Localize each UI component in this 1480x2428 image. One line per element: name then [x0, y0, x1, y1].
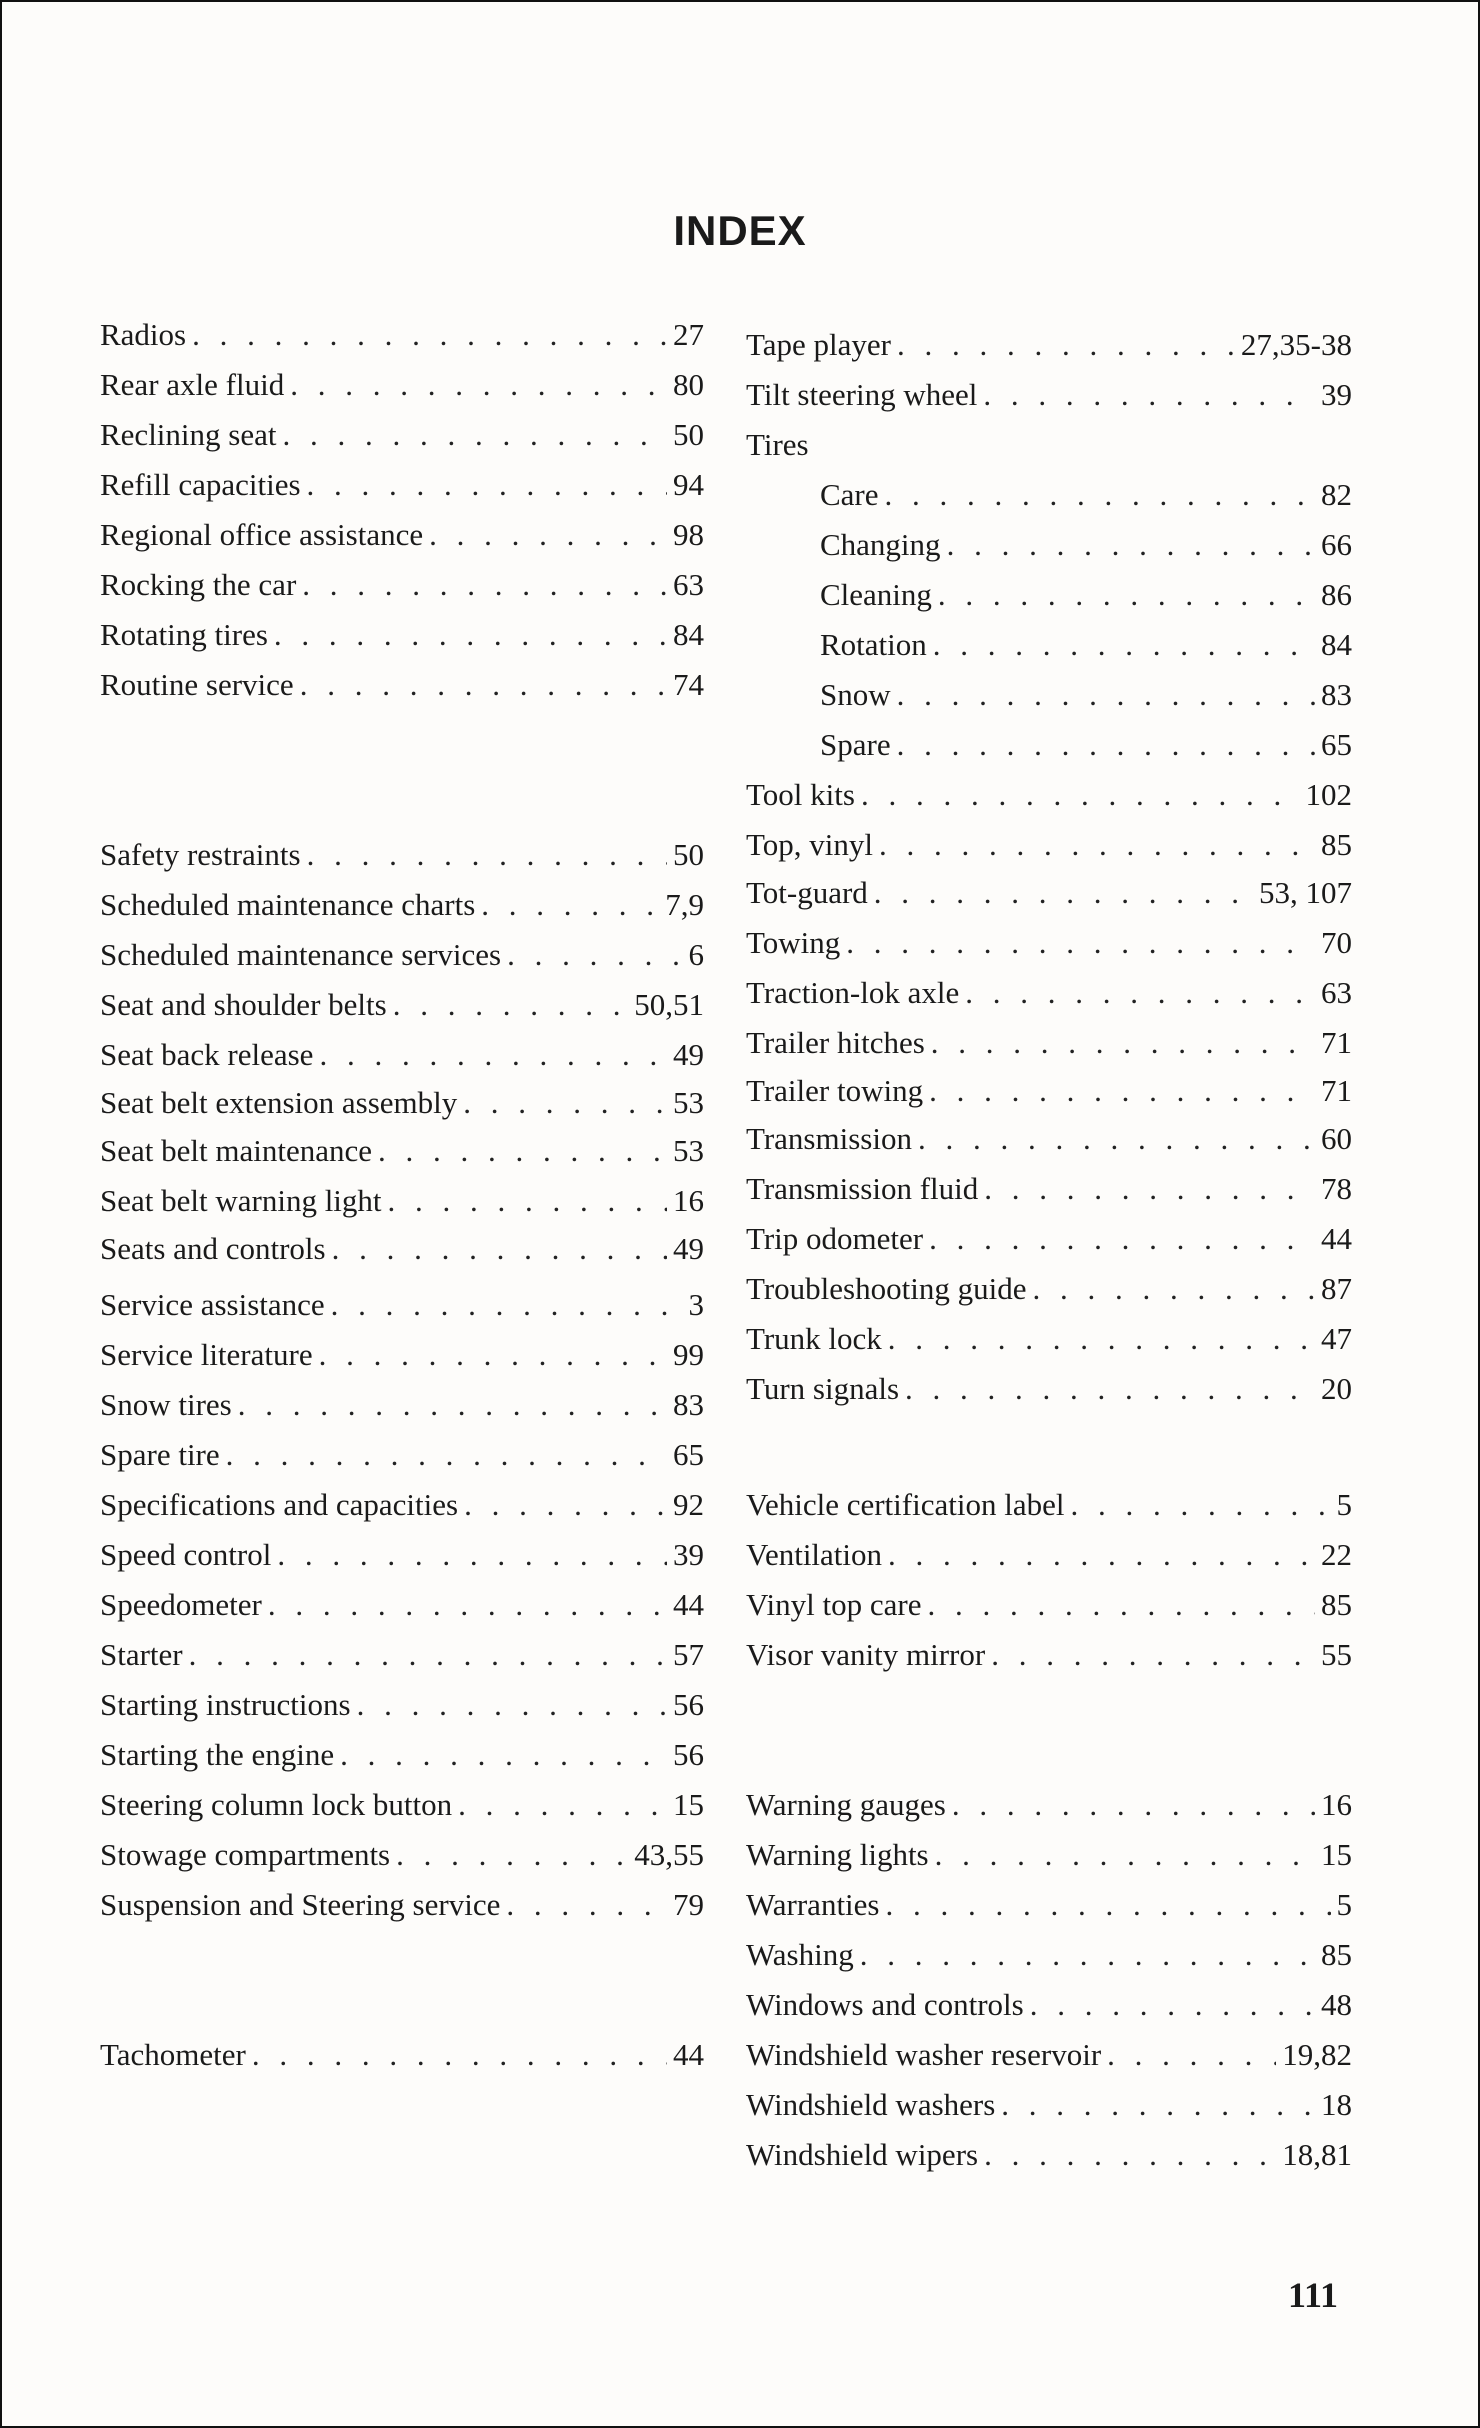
leader-dots: [331, 1284, 683, 1326]
leader-dots: [897, 324, 1235, 366]
index-page-ref: 83: [673, 1387, 704, 1422]
leader-dots: [983, 374, 1315, 416]
index-term: Service assistance: [100, 1287, 325, 1322]
index-entry: [746, 1534, 1352, 1576]
leader-dots: [268, 1584, 667, 1626]
index-page-ref: 87: [1321, 1271, 1352, 1306]
index-entry: [746, 1022, 1352, 1064]
index-entry: [746, 324, 1352, 366]
index-page-ref: 5: [1336, 1887, 1352, 1922]
index-page-ref: 65: [673, 1437, 704, 1472]
index-page-ref: 98: [673, 517, 704, 552]
index-page-ref: 71: [1321, 1073, 1352, 1108]
index-term: Warranties: [746, 1887, 880, 1922]
index-entry: [746, 1584, 1352, 1626]
index-page-ref: 50,51: [634, 987, 704, 1022]
index-page-ref: 48: [1321, 1987, 1352, 2022]
leader-dots: [965, 972, 1315, 1014]
index-term: Spare tire: [100, 1437, 220, 1472]
leader-dots: [931, 1022, 1315, 1064]
index-entry: [746, 774, 1352, 816]
index-page-ref: 50: [673, 417, 704, 452]
index-entry: [746, 1318, 1352, 1360]
index-page-ref: 71: [1321, 1025, 1352, 1060]
index-term: Snow: [820, 677, 891, 712]
index-term: Top, vinyl: [746, 827, 873, 862]
index-page-ref: 53, 107: [1259, 875, 1352, 910]
leader-dots: [879, 824, 1315, 866]
index-page-ref: 16: [673, 1183, 704, 1218]
index-page-ref: 15: [1321, 1837, 1352, 1872]
index-entry: [746, 2084, 1352, 2126]
index-entry: [100, 884, 704, 926]
leader-dots: [396, 1834, 628, 1876]
index-entry: [746, 1070, 1352, 1112]
index-entry: [100, 464, 704, 506]
leader-dots: [189, 1634, 667, 1676]
index-term: Rear axle fluid: [100, 367, 285, 402]
index-page-ref: 27: [673, 317, 704, 352]
index-page-ref: 39: [1321, 377, 1352, 412]
index-page-ref: 22: [1321, 1537, 1352, 1572]
index-term: Safety restraints: [100, 837, 301, 872]
index-page-ref: 63: [673, 567, 704, 602]
leader-dots: [918, 1118, 1315, 1160]
leader-dots: [952, 1784, 1315, 1826]
index-term: Reclining seat: [100, 417, 277, 452]
index-page-ref: 19,82: [1282, 2037, 1352, 2072]
index-term: Seats and controls: [100, 1231, 326, 1266]
index-page-ref: 3: [688, 1287, 704, 1322]
index-entry: [746, 1368, 1352, 1410]
index-term: Tachometer: [100, 2037, 246, 2072]
index-entry: [100, 364, 704, 406]
index-page-ref: 27,35-38: [1240, 327, 1352, 362]
index-entry: [746, 1218, 1352, 1260]
index-term: Seat back release: [100, 1037, 314, 1072]
index-entry: [100, 664, 704, 706]
leader-dots: [357, 1684, 667, 1726]
leader-dots: [984, 2134, 1276, 2176]
index-page-ref: 79: [673, 1887, 704, 1922]
index-term: Trip odometer: [746, 1221, 924, 1256]
index-page-ref: 49: [673, 1231, 704, 1266]
leader-dots: [507, 934, 682, 976]
index-entry: [100, 1634, 704, 1676]
index-term: Ventilation: [746, 1537, 883, 1572]
page-title: INDEX: [673, 207, 807, 254]
leader-dots: [885, 474, 1315, 516]
index-term: Speedometer: [100, 1587, 262, 1622]
leader-dots: [929, 1218, 1315, 1260]
index-entry: [820, 574, 1352, 616]
index-page-ref: 53: [673, 1133, 704, 1168]
leader-dots: [929, 1070, 1315, 1112]
index-page-ref: 7,9: [665, 887, 704, 922]
index-term: Rocking the car: [100, 567, 297, 602]
index-term: Suspension and Steering service: [100, 1887, 501, 1922]
index-page-ref: 56: [673, 1737, 704, 1772]
index-page-ref: 102: [1305, 777, 1352, 812]
index-term: Starting the engine: [100, 1737, 335, 1772]
index-entry: [100, 1284, 704, 1326]
leader-dots: [897, 674, 1315, 716]
leader-dots: [378, 1130, 667, 1172]
index-entry: [746, 872, 1352, 914]
index-entry: [100, 1434, 704, 1476]
index-term: Vinyl top care: [746, 1587, 922, 1622]
leader-dots: [238, 1384, 667, 1426]
index-term: Trailer hitches: [746, 1025, 925, 1060]
leader-dots: [277, 1534, 667, 1576]
leader-dots: [935, 1834, 1315, 1876]
index-term: Steering column lock button: [100, 1787, 453, 1822]
index-term: Tilt steering wheel: [746, 377, 978, 412]
index-page-ref: 50: [673, 837, 704, 872]
index-entry: [100, 1228, 704, 1270]
leader-dots: [302, 564, 667, 606]
index-entry: [820, 524, 1352, 566]
index-page-ref: 94: [673, 467, 704, 502]
leader-dots: [464, 1484, 667, 1526]
index-entry: [746, 2034, 1352, 2076]
leader-dots: [290, 364, 667, 406]
leader-dots: [1001, 2084, 1315, 2126]
index-page-ref: 83: [1321, 677, 1352, 712]
index-entry: [746, 1934, 1352, 1976]
index-entry: [746, 1834, 1352, 1876]
index-entry: [746, 374, 1352, 416]
index-term: Tires: [746, 427, 809, 462]
index-page-ref: 57: [673, 1637, 704, 1672]
index-term: Stowage compartments: [100, 1837, 391, 1872]
index-term: Troubleshooting guide: [746, 1271, 1027, 1306]
index-term: Tool kits: [746, 777, 855, 812]
index-entry: [100, 984, 704, 1026]
leader-dots: [991, 1634, 1315, 1676]
index-term: Seat belt maintenance: [100, 1133, 372, 1168]
index-page-ref: 18,81: [1282, 2137, 1352, 2172]
index-entry: [100, 1534, 704, 1576]
index-term: Scheduled maintenance services: [100, 937, 502, 972]
index-entry: [746, 1118, 1352, 1160]
leader-dots: [861, 774, 1300, 816]
leader-dots: [192, 314, 667, 356]
index-page-ref: 47: [1321, 1321, 1352, 1356]
leader-dots: [307, 464, 667, 506]
index-term: Specifications and capacities: [100, 1487, 459, 1522]
index-term: Cleaning: [820, 577, 932, 612]
leader-dots: [481, 884, 659, 926]
index-term: Vehicle certification label: [746, 1487, 1065, 1522]
index-term: Changing: [820, 527, 941, 562]
index-term: Visor vanity mirror: [746, 1637, 986, 1672]
leader-dots: [1107, 2034, 1276, 2076]
index-page-ref: 92: [673, 1487, 704, 1522]
index-page-ref: 44: [1321, 1221, 1352, 1256]
leader-dots: [282, 414, 667, 456]
index-entry: [100, 1034, 704, 1076]
index-term: Tot-guard: [746, 875, 868, 910]
index-term: Starter: [100, 1637, 183, 1672]
index-page-ref: 60: [1321, 1121, 1352, 1156]
leader-dots: [340, 1734, 667, 1776]
index-page-ref: 99: [673, 1337, 704, 1372]
index-page-ref: 16: [1321, 1787, 1352, 1822]
index-entry: [746, 1784, 1352, 1826]
leader-dots: [1070, 1484, 1330, 1526]
index-term: Warning lights: [746, 1837, 929, 1872]
index-entry: [746, 1168, 1352, 1210]
index-entry: [100, 1834, 704, 1876]
leader-dots: [226, 1434, 667, 1476]
index-term: Speed control: [100, 1537, 272, 1572]
index-entry: [100, 1082, 704, 1124]
index-term: Regional office assistance: [100, 517, 424, 552]
index-entry: [746, 1484, 1352, 1526]
index-page-ref: 5: [1336, 1487, 1352, 1522]
leader-dots: [274, 614, 667, 656]
index-term: Turn signals: [746, 1371, 900, 1406]
index-entry: [820, 624, 1352, 666]
index-term: Seat and shoulder belts: [100, 987, 387, 1022]
index-entry: [820, 674, 1352, 716]
leader-dots: [927, 1584, 1315, 1626]
index-entry: [746, 824, 1352, 866]
index-entry: [820, 474, 1352, 516]
index-entry: [100, 314, 704, 356]
leader-dots: [846, 922, 1315, 964]
index-entry: [746, 1884, 1352, 1926]
leader-dots: [897, 724, 1315, 766]
index-page-ref: 70: [1321, 925, 1352, 960]
leader-dots: [888, 1534, 1315, 1576]
index-term: Transmission fluid: [746, 1171, 979, 1206]
index-page-ref: 78: [1321, 1171, 1352, 1206]
index-page-ref: 84: [1321, 627, 1352, 662]
index-entry: [100, 1180, 704, 1222]
index-term: Seat belt warning light: [100, 1183, 382, 1218]
index-term: Radios: [100, 317, 187, 352]
index-entry: [100, 1784, 704, 1826]
leader-dots: [947, 524, 1315, 566]
index-term: Seat belt extension assembly: [100, 1085, 458, 1120]
index-entry: [100, 1384, 704, 1426]
leader-dots: [458, 1784, 667, 1826]
index-entry: [100, 564, 704, 606]
index-entry: [100, 1484, 704, 1526]
index-entry: [100, 834, 704, 876]
index-page-ref: 44: [673, 2037, 704, 2072]
index-term: Windshield washers: [746, 2087, 996, 2122]
index-page-ref: 49: [673, 1037, 704, 1072]
index-entry: [746, 1634, 1352, 1676]
leader-dots: [860, 1934, 1315, 1976]
index-entry: [100, 1734, 704, 1776]
leader-dots: [300, 664, 667, 706]
index-term: Spare: [820, 727, 891, 762]
leader-dots: [307, 834, 667, 876]
index-page-ref: 53: [673, 1085, 704, 1120]
index-term: Tape player: [746, 327, 891, 362]
index-entry: [100, 514, 704, 556]
index-term: Washing: [746, 1937, 854, 1972]
index-entry: [100, 1334, 704, 1376]
leader-dots: [319, 1334, 667, 1376]
index-entry: [746, 972, 1352, 1014]
index-entry: [746, 2134, 1352, 2176]
index-term: Snow tires: [100, 1387, 232, 1422]
index-entry: [100, 1884, 704, 1926]
index-page-ref: 85: [1321, 1937, 1352, 1972]
index-page-ref: 63: [1321, 975, 1352, 1010]
index-page-ref: 18: [1321, 2087, 1352, 2122]
index-term: Routine service: [100, 667, 294, 702]
index-page-ref: 44: [673, 1587, 704, 1622]
index-entry: [820, 724, 1352, 766]
index-entry: [100, 614, 704, 656]
index-term: Care: [820, 477, 879, 512]
index-page-ref: 82: [1321, 477, 1352, 512]
index-term: Trailer towing: [746, 1073, 924, 1108]
index-page-ref: 6: [688, 937, 704, 972]
leader-dots: [905, 1368, 1315, 1410]
leader-dots: [463, 1082, 667, 1124]
index-term: Rotating tires: [100, 617, 268, 652]
leader-dots: [393, 984, 629, 1026]
index-page-ref: 74: [673, 667, 704, 702]
index-entry: [100, 1684, 704, 1726]
index-page-ref: 20: [1321, 1371, 1352, 1406]
index-entry: [100, 414, 704, 456]
page-number: 111: [1287, 2275, 1338, 2315]
index-entry: [746, 424, 1352, 466]
leader-dots: [886, 1884, 1331, 1926]
leader-dots: [933, 624, 1315, 666]
index-term: Traction-lok axle: [746, 975, 960, 1010]
index-term: Towing: [746, 925, 841, 960]
leader-dots: [984, 1168, 1315, 1210]
index-page-ref: 56: [673, 1687, 704, 1722]
leader-dots: [319, 1034, 667, 1076]
index-entry: [746, 922, 1352, 964]
index-term: Warning gauges: [746, 1787, 946, 1822]
leader-dots: [506, 1884, 667, 1926]
leader-dots: [938, 574, 1315, 616]
index-entry: [746, 1268, 1352, 1310]
index-page-ref: 65: [1321, 727, 1352, 762]
index-term: Windshield wipers: [746, 2137, 979, 2172]
index-page-ref: 80: [673, 367, 704, 402]
index-page-ref: 39: [673, 1537, 704, 1572]
index-term: Windshield washer reservoir: [746, 2037, 1102, 2072]
index-term: Starting instructions: [100, 1687, 351, 1722]
index-term: Transmission: [746, 1121, 912, 1156]
index-term: Trunk lock: [746, 1321, 882, 1356]
index-page-ref: 85: [1321, 1587, 1352, 1622]
leader-dots: [888, 1318, 1315, 1360]
index-page-ref: 55: [1321, 1637, 1352, 1672]
index-entry: [100, 1130, 704, 1172]
index-page-ref: 15: [673, 1787, 704, 1822]
index-entry: [746, 1984, 1352, 2026]
index-entry: [100, 1584, 704, 1626]
index-entry: [100, 2034, 704, 2076]
index-page-ref: 43,55: [634, 1837, 704, 1872]
index-page-ref: 66: [1321, 527, 1352, 562]
leader-dots: [1032, 1268, 1315, 1310]
index-entry: [100, 934, 704, 976]
index-term: Service literature: [100, 1337, 313, 1372]
leader-dots: [388, 1180, 667, 1222]
index-page-ref: 84: [673, 617, 704, 652]
index-term: Windows and controls: [746, 1987, 1024, 2022]
leader-dots: [874, 872, 1253, 914]
index-page-ref: 86: [1321, 577, 1352, 612]
leader-dots: [252, 2034, 667, 2076]
index-page-ref: 85: [1321, 827, 1352, 862]
index-term: Refill capacities: [100, 467, 301, 502]
leader-dots: [332, 1228, 667, 1270]
leader-dots: [429, 514, 667, 556]
leader-dots: [1030, 1984, 1315, 2026]
index-term: Scheduled maintenance charts: [100, 887, 476, 922]
index-term: Rotation: [820, 627, 927, 662]
